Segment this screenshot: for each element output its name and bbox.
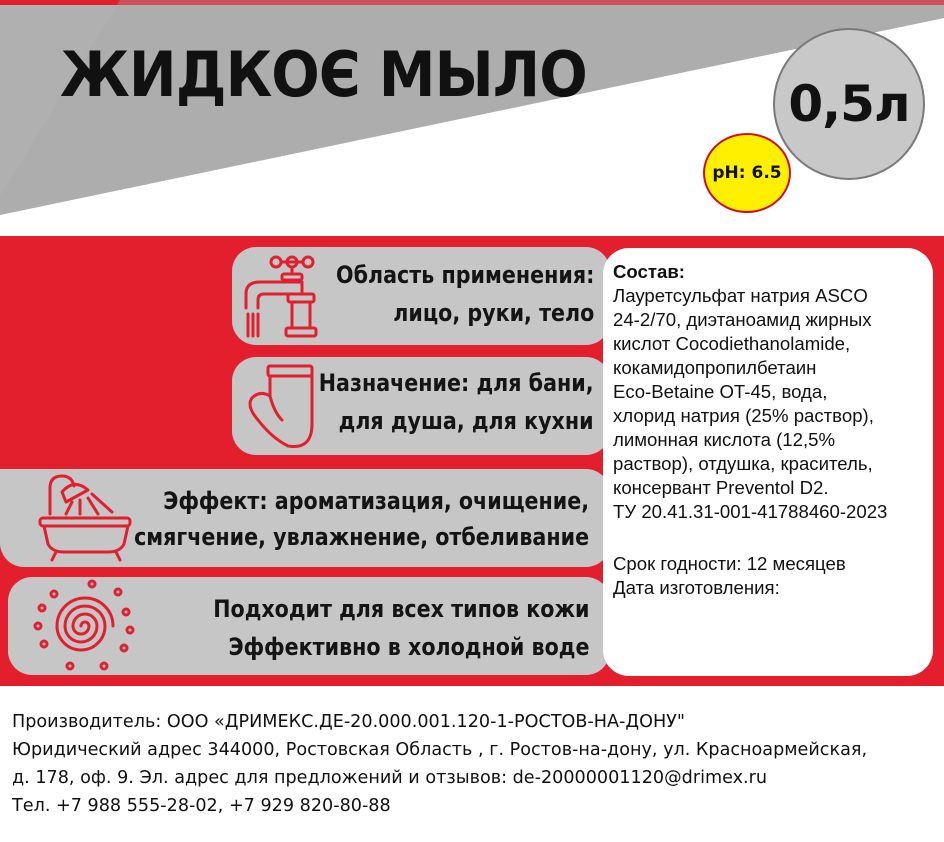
application-text bbox=[294, 256, 594, 332]
volume-badge bbox=[773, 28, 925, 180]
address-email-line: д. 178, оф. 9. Эл. адрес для предложений и отзывов: de-20000001120@drimex.ru bbox=[12, 768, 768, 788]
composition-line: кислот Cocodiethanolamide, bbox=[613, 333, 851, 354]
manufacturer-line: Производитель: ООО «ДРИМЕКС.ДЕ-20.000.001.120-1-РОСТОВ-НА-ДОНУ" bbox=[12, 712, 685, 732]
volume-text: 0,5л bbox=[788, 75, 910, 133]
composition-line: консервант Preventol D2. bbox=[613, 477, 829, 498]
ph-text: pH: 6.5 bbox=[712, 163, 782, 183]
manufacturer-info bbox=[12, 708, 937, 820]
purpose-text bbox=[274, 364, 594, 440]
application-line-1: Область применения: bbox=[335, 261, 594, 289]
composition-line: лимонная кислота (12,5% bbox=[613, 429, 836, 450]
skin-line-2: Эффективно в холодной воде bbox=[228, 633, 589, 661]
effect-line-2: смягчение, увлажнение, отбеливание bbox=[133, 523, 589, 551]
effect-text bbox=[60, 483, 589, 555]
swirl-icon bbox=[30, 578, 140, 674]
purpose-line-1: Назначение: для бани, bbox=[319, 369, 594, 397]
phone-line: Тел. +7 988 555-28-02, +7 929 820-80-88 bbox=[12, 796, 391, 816]
shelf-life: Срок годности: 12 месяцев bbox=[613, 553, 846, 574]
application-line-2: лицо, руки, тело bbox=[392, 299, 594, 327]
product-title: ЖИДКОЄ МЫЛО bbox=[60, 38, 587, 111]
composition-line: Eco-Betaine OT-45, вода, bbox=[613, 381, 828, 402]
effect-line-1: Эффект: ароматизация, очищение, bbox=[163, 487, 589, 515]
composition-line: 24-2/70, диэтаноамид жирных bbox=[613, 309, 872, 330]
address-line: Юридический адрес 344000, Ростовская Область , г. Ростов-на-дону, ул. Красноармейская, bbox=[12, 740, 868, 760]
composition-line: ТУ 20.41.31-001-41788460-2023 bbox=[613, 501, 888, 522]
purpose-line-2: для душа, для кухни bbox=[339, 407, 594, 435]
skin-text bbox=[152, 590, 589, 666]
ph-badge bbox=[703, 133, 791, 213]
composition-box bbox=[603, 248, 933, 676]
composition-title: Состав: bbox=[613, 261, 685, 282]
manufacture-date: Дата изготовления: bbox=[613, 577, 780, 598]
composition-line: раствор), отдушка, краситель, bbox=[613, 453, 873, 474]
skin-line-1: Подходит для всех типов кожи bbox=[212, 595, 589, 623]
composition-line: кокамидопропилбетаин bbox=[613, 357, 817, 378]
composition-line: Лауретсульфат натрия ASCO bbox=[613, 285, 868, 306]
composition-body bbox=[613, 284, 923, 524]
composition-line: хлорид натрия (25% раствор), bbox=[613, 405, 874, 426]
